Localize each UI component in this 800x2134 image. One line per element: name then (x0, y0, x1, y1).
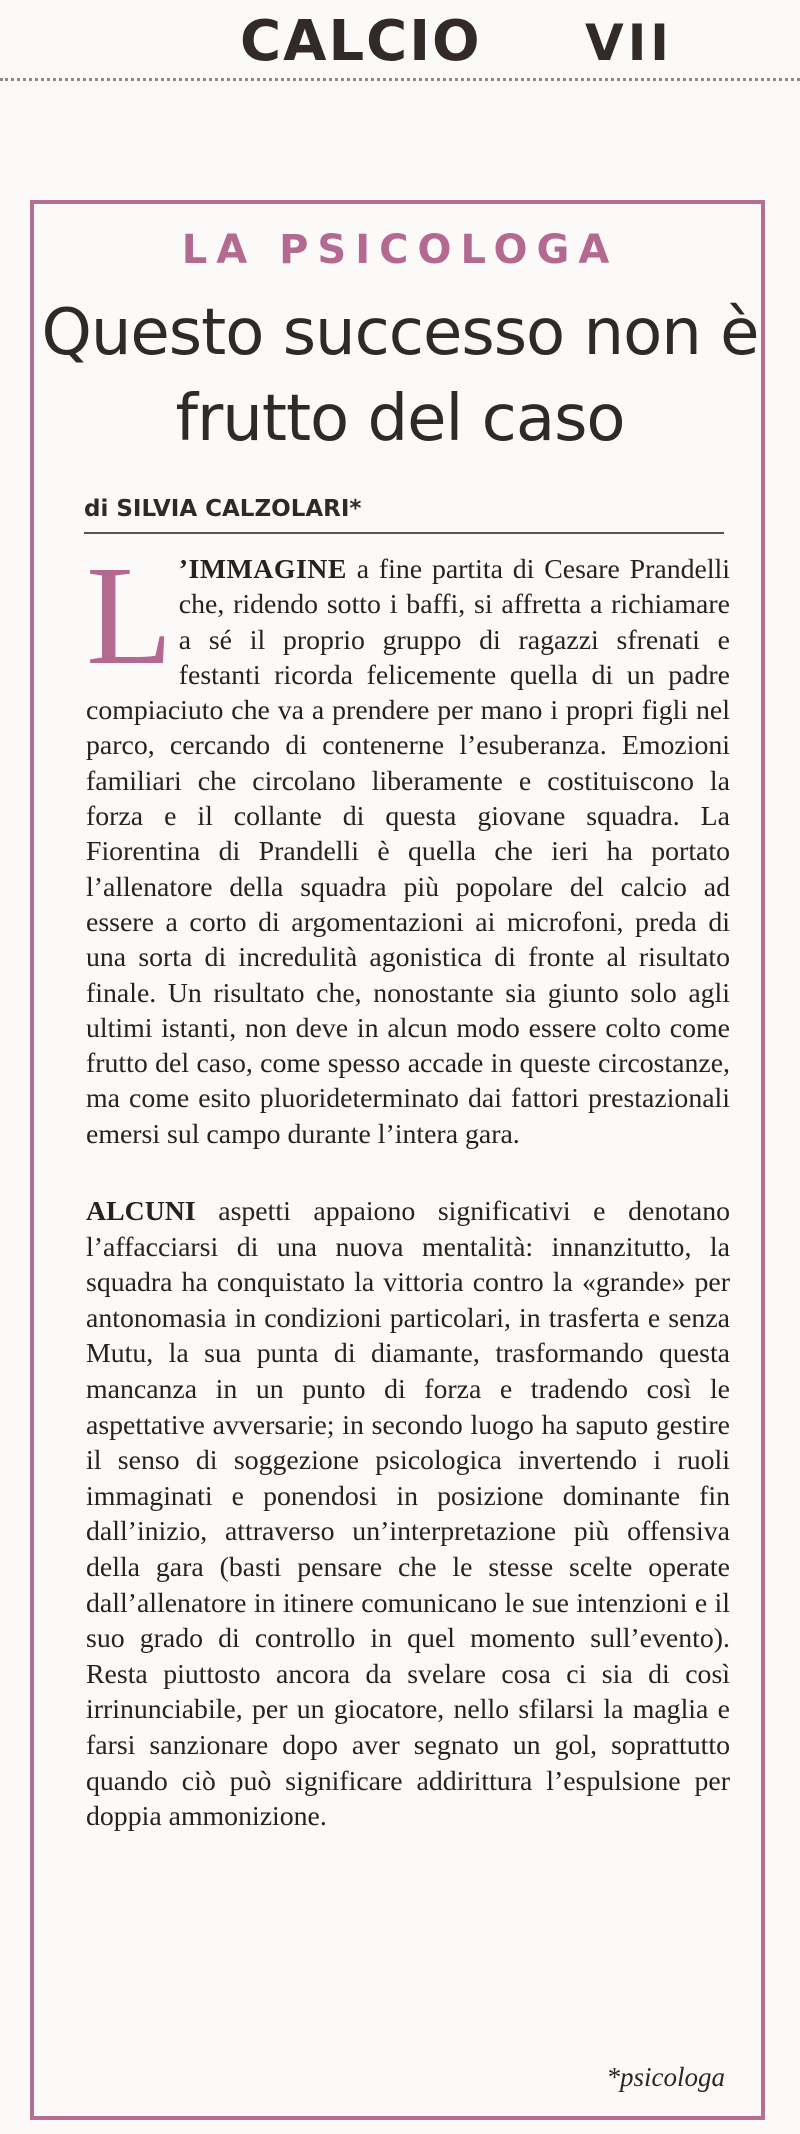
page-header (0, 0, 800, 90)
page-number: VII (585, 14, 673, 72)
paragraph-2-lead: ALCUNI (86, 1196, 196, 1228)
article-byline: di SILVIA CALZOLARI* (84, 496, 362, 522)
article-headline: Questo successo non è frutto del caso (41, 296, 759, 456)
author-footnote: *psicologa (606, 2062, 725, 2092)
header-divider (0, 78, 800, 81)
article-paragraph-2 (86, 1194, 730, 1835)
drop-cap: L (86, 536, 173, 694)
article-paragraph-1 (86, 536, 730, 1152)
article-kicker: LA PSICOLOGA (181, 227, 619, 273)
section-title: CALCIO (240, 9, 482, 74)
paragraph-1-lead: ’IMMAGINE (178, 554, 347, 585)
paragraph-1-text: a fine partita di Cesare Prandelli che, ridendo sotto i baffi, si affretta a richiamare a sé il proprio gruppo di ragazzi sfrenati e festanti ricorda felicemente quella di un padre compiaciuto che va a prendere per mano i propri figli nel parco, cercando di contenerne l’esuberanza. Emozioni familiari che circolano liberamente e costituiscono la forza e il collante di questa giovane squadra. La Fiorentina di Prandelli è quella che ieri ha portato l’allenatore della squadra più popolare del calcio ad essere a corto di argomentazioni ai microfoni, preda di una sorta di incredulità agonistica di fronte al risultato finale. Un risultato che, nonostante sia giunto solo agli ultimi istanti, non deve in alcun modo essere colto come frutto del caso, come spesso accade in queste circostanze, ma come esito pluorideterminato dai fattori prestazionali emersi sul campo durante l’intera gara. (86, 554, 730, 1150)
byline-divider (84, 532, 724, 534)
article-body (86, 536, 730, 1835)
paragraph-2-text: aspetti appaiono significativi e denotano l’affacciarsi di una nuova mentalità: innanzitutto, la squadra ha conquistato la vittoria contro la «grande» per antonomasia in condizioni particolari, in trasferta e senza Mutu, la sua punta di diamante, trasformando questa mancanza in un punto di forza e tradendo così le aspettative avversarie; in secondo luogo ha saputo gestire il senso di soggezione psicologica invertendo i ruoli immaginati e ponendosi in posizione dominante fin dall’inizio, attraverso un’interpretazione più offensiva della gara (basti pensare che le stesse scelte operate dall’allenatore in itinere comunicano le sue intenzioni e il suo grado di controllo in quel momento sull’evento). Resta piuttosto ancora da svelare cosa ci sia di così irrinunciabile, per un giocatore, nello sfilarsi la maglia e farsi sanzionare dopo aver segnato un gol, soprattutto quando ciò può significare addirittura l’espulsione per doppia ammonizione. (86, 1196, 730, 1833)
